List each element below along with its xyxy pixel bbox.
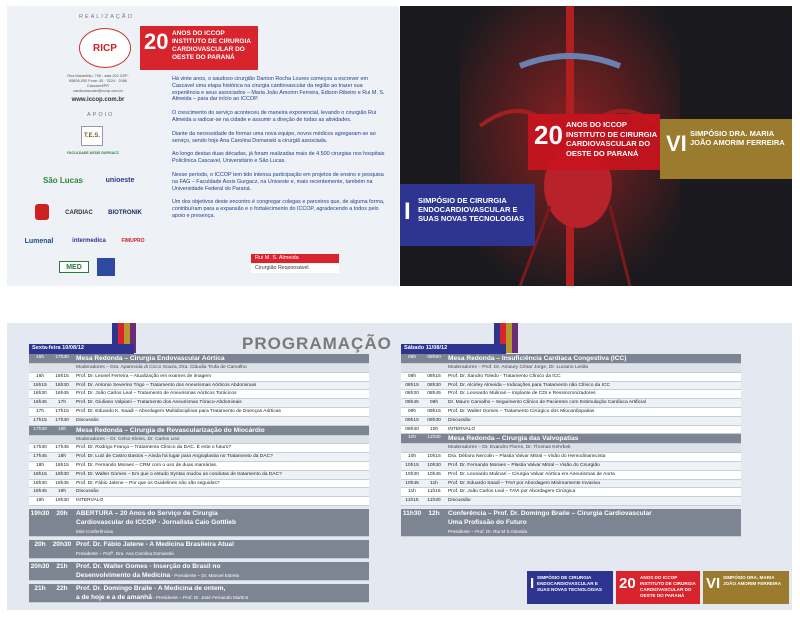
end-time: 22h bbox=[56, 584, 68, 592]
schedule-row bbox=[29, 453, 369, 462]
schedule-row bbox=[401, 399, 741, 408]
end-time: 10h bbox=[429, 426, 439, 432]
schedule-row bbox=[401, 453, 741, 462]
conference-line2: Uma Profissão do Futuro bbox=[448, 518, 527, 526]
moderators-row bbox=[29, 436, 369, 445]
session-text: Mesa Redonda – Insuficiência Cardíaca Congestiva (ICC) bbox=[448, 355, 627, 362]
start-time: 11h30 bbox=[402, 509, 422, 517]
end-time: 16h45 bbox=[55, 391, 69, 397]
session-text: INTERVALO bbox=[448, 426, 476, 432]
footer-n1: I bbox=[530, 575, 535, 592]
red-emblem-icon bbox=[35, 204, 49, 220]
sao-lucas-logo: São Lucas bbox=[42, 175, 83, 185]
end-time: 09h15 bbox=[427, 408, 441, 414]
end-time bbox=[51, 364, 73, 372]
footer-simposio-i bbox=[527, 571, 613, 604]
schedule-row bbox=[401, 408, 741, 417]
start-time: 16h bbox=[35, 355, 45, 360]
schedule-row bbox=[29, 408, 369, 417]
start-time: 10h30 bbox=[405, 471, 419, 477]
intro-page bbox=[7, 6, 399, 286]
end-time: 11h30 bbox=[427, 435, 441, 441]
start-time: 10h45 bbox=[405, 480, 419, 486]
schedule-row bbox=[29, 382, 369, 391]
intro-paragraph: Ao longo destas duas décadas, já foram realizadas mais de 4.500 cirurgias nos hospitais Policlínica Cascavel, Universitário e São Lucas. bbox=[172, 151, 385, 165]
start-time: 16h30 bbox=[33, 391, 47, 397]
conference-row bbox=[29, 540, 369, 559]
schedule-row bbox=[29, 444, 369, 453]
end-time: 18h15 bbox=[55, 462, 69, 468]
end-time: 12h bbox=[428, 509, 440, 517]
end-time: 21h bbox=[56, 562, 68, 570]
conference-president: Presidente – Profª. Dra. Ana Carolina Domanski bbox=[76, 550, 174, 556]
end-time: 20h30 bbox=[52, 540, 72, 548]
intro-paragraph: Diante da necessidade de formar uma nova equipe, novos médicos agregaram-se ao serviço, sendo hoje Ana Carolina Domanski a cirurgiã associada. bbox=[172, 130, 376, 144]
start-time bbox=[401, 444, 423, 452]
schedule-row bbox=[401, 373, 741, 382]
day1-schedule bbox=[29, 354, 369, 603]
session-text: Discussão bbox=[448, 498, 471, 504]
session-text: Mesa Redonda – Cirurgia de Revascularização do Miocárdio bbox=[76, 426, 265, 434]
schedule-row bbox=[29, 373, 369, 382]
end-time: 18h30 bbox=[55, 471, 69, 477]
signature-role: Cirurgião Responsável bbox=[251, 264, 339, 273]
schedule-row bbox=[29, 497, 369, 506]
start-time: 10h bbox=[407, 454, 417, 460]
conference-row bbox=[29, 562, 369, 581]
day2-header: Sábado 11/08/12 bbox=[401, 344, 506, 354]
end-time: 08h45 bbox=[427, 391, 441, 397]
session-text: Prof. Dr. Alcirley Almeida – Indicações para Tratamento não Clínico da ICC bbox=[448, 382, 611, 388]
conference-text bbox=[445, 509, 741, 536]
schedule-row bbox=[401, 462, 741, 471]
conference-president: - Presidente – Prof. Dr. José Fernando Martins bbox=[151, 594, 249, 600]
end-time: 19h30 bbox=[55, 498, 69, 504]
session-text: Prof. Dr. João Carlos Leal – TAVI por Abordagem Cirúrgica bbox=[448, 489, 576, 495]
apoio-label: APOIO bbox=[87, 112, 115, 118]
footer-simp6-text: SIMPÓSIO DRA. MARIA JOÃO AMORIM FERREIRA bbox=[723, 575, 782, 586]
session-header-row bbox=[401, 354, 741, 364]
session-text: Discussão bbox=[448, 417, 471, 423]
end-time: 11h30 bbox=[427, 498, 441, 504]
session-text: Prof. Dr. Fernando Moraes – Plastia Valvar Mitral – Visão do Cirurgião bbox=[448, 462, 600, 468]
unioeste-logo: unioeste bbox=[105, 176, 135, 184]
med-logo: MED bbox=[59, 261, 89, 273]
session-header-row bbox=[29, 354, 369, 364]
start-time: 16h15 bbox=[33, 382, 47, 388]
start-time bbox=[29, 364, 51, 372]
schedule-row bbox=[401, 390, 741, 399]
end-time: 17h15 bbox=[55, 408, 69, 414]
heart-logo: FIMUPRO bbox=[121, 238, 145, 244]
session-text: Moderadores – Prof. Dr. Amaury César Jorge, Dr. Luciano Leitão bbox=[448, 365, 589, 370]
end-time: 18h45 bbox=[55, 480, 69, 486]
session-text: Prof. Dr. Rodrigo França – Tratamento Clínico da DAC. É este o futuro? bbox=[76, 445, 232, 451]
end-time: 09h30 bbox=[427, 417, 441, 423]
day2-schedule bbox=[401, 354, 741, 537]
schedule-row bbox=[401, 488, 741, 497]
simposio-vi-text: SIMPÓSIO DRA. MARIA JOÃO AMORIM FERREIRA bbox=[690, 129, 785, 147]
footer-n20: 20 bbox=[619, 575, 636, 592]
start-time: 18h30 bbox=[33, 480, 47, 486]
end-time: 09h50 bbox=[427, 355, 441, 360]
ricp-logo: RICP bbox=[79, 28, 131, 68]
conference-line1: Prof. Dr. Fábio Jatene - A Medicina Brasileira Atual bbox=[76, 540, 234, 548]
square-logo-icon bbox=[97, 258, 115, 276]
programme-page bbox=[7, 323, 792, 610]
schedule-row bbox=[401, 471, 741, 480]
simposio-i-text: SIMPÓSIO DE CIRURGIA ENDOCARDIOVASCULAR E SUAS NOVAS TECNOLOGIAS bbox=[418, 196, 525, 223]
start-time: 17h bbox=[35, 408, 45, 414]
session-text: Prof. Dr. Leonardo Mulinari – Cirurgia Valvar Aórtica em Aneurismas de Aorta bbox=[448, 471, 615, 477]
end-time bbox=[423, 444, 445, 452]
schedule-row bbox=[401, 426, 741, 435]
session-text: Prof. Dr. Fábio Jatene – Por que os Guidelines não são seguidos? bbox=[76, 480, 220, 486]
start-time: 19h bbox=[35, 498, 45, 504]
schedule-row bbox=[29, 488, 369, 497]
schedule-row bbox=[401, 480, 741, 489]
end-time: 10h15 bbox=[427, 454, 441, 460]
end-time: 17h45 bbox=[55, 445, 69, 451]
schedule-row bbox=[29, 399, 369, 408]
end-time: 10h30 bbox=[427, 462, 441, 468]
fag-logo: FACULDADE ASSIS GURGACZ bbox=[67, 151, 119, 155]
conference-line2: Desenvolvimento da Medicina bbox=[76, 571, 171, 579]
start-time: 18h bbox=[35, 462, 45, 468]
session-text: Prof. Dr. João Carlos Leal – Tratamento de Aneurismas Aórticos Torácicos bbox=[76, 391, 237, 397]
conference-line2: Cardiovascular do ICCOP - Jornalista Caio Gottlieb bbox=[76, 518, 236, 526]
start-time: 17h30 bbox=[33, 445, 47, 451]
start-time: 08h45 bbox=[405, 400, 419, 406]
intro-text bbox=[172, 76, 390, 227]
conference-president: - Presidente – Dr. Manoel Estrela bbox=[170, 572, 240, 578]
schedule-row bbox=[29, 417, 369, 426]
schedule-row bbox=[29, 390, 369, 399]
start-time: 11h15 bbox=[405, 498, 419, 504]
signature-name: Rui M. S. Almeida bbox=[251, 254, 339, 263]
conference-text bbox=[73, 540, 369, 558]
intro-20-anos-badge bbox=[140, 26, 258, 70]
start-time: 20h bbox=[34, 540, 46, 548]
conference-row bbox=[29, 509, 369, 537]
badge-number: 20 bbox=[144, 29, 169, 54]
day1-header: Sexta-feira 10/08/12 bbox=[29, 344, 134, 354]
schedule-row bbox=[29, 462, 369, 471]
conference-text bbox=[73, 584, 369, 602]
conference-line1: Prof. Dr. Domingo Braile - A Medicina de ontem, bbox=[76, 584, 226, 592]
session-header-row bbox=[401, 434, 741, 444]
start-time: 17h45 bbox=[33, 454, 47, 460]
intro-paragraph: Há vinte anos, o saudoso cirurgião Danton Rocha Loures começou a escrever em Cascavel uma etapa histórica na cirurgia cardiovascular da região ao trazer sua experiência e seus associados – Maria João Amorim Ferreira, Edison Ribeiro e Rui M. S. Almeida – para dar início ao ICCOP. bbox=[172, 76, 385, 103]
schedule-row bbox=[401, 382, 741, 391]
conference-president: Presidente – Prof. Dr. Rui M S Almeida bbox=[448, 528, 528, 534]
end-time: 09h bbox=[429, 400, 439, 406]
badge-title: ANOS DO ICCOP INSTITUTO DE CIRURGIA CARDIOVASCULAR DO OESTE DO PARANÁ bbox=[172, 30, 251, 61]
session-text: Moderadores – Dra. Aparecida di Cicco Souza, Dra. Cláudia Trufa de Carvalho bbox=[76, 365, 247, 370]
session-text: Prof. Dr. Leonardo Mulinari – Implante de CDI e Ressincronizadores bbox=[448, 391, 596, 397]
conference-line1: ABERTURA – 20 Anos do Serviço de Cirurgia bbox=[76, 509, 218, 517]
cover-badge-number: 20 bbox=[534, 120, 563, 150]
end-time: 17h30 bbox=[55, 417, 69, 423]
footer-logos bbox=[527, 571, 789, 604]
simposio-vi-badge bbox=[660, 119, 792, 179]
start-time: 09h30 bbox=[405, 426, 419, 432]
schedule-row bbox=[29, 480, 369, 489]
start-time: 18h45 bbox=[33, 489, 47, 495]
cover-page bbox=[400, 6, 792, 286]
lumenal-logo: Lumenal bbox=[24, 237, 54, 245]
intro-paragraph: Nesse período, o ICCOP tem tido intensa participação em projetos de ensino e pesquisa na FAG – Faculdade Assis Gurgacz, na Unioeste e, mais recentemente, também na Universidade Federal do Paraná. bbox=[172, 171, 384, 192]
session-text: Prof. Dr. Giuliano Volpiani – Tratamento dos Aneurismas Tóraco-Abdominais bbox=[76, 400, 242, 406]
start-time: 18h15 bbox=[33, 471, 47, 477]
session-text: Moderadores – Dr. Evandro Flores, Dr. Thomas Kehrbek bbox=[448, 445, 571, 451]
session-text: Prof. Dr. Fernando Moraes – CRM com o uso de duas mamárias. bbox=[76, 462, 218, 468]
end-time: 19h bbox=[57, 426, 67, 432]
session-text: INTERVALO bbox=[76, 498, 104, 504]
session-text: Prof. Dr. Walter Gomes – Em que o estudo Syntax mudou as condutas de tratamento da DAC? bbox=[76, 471, 282, 477]
conference-line2: a de hoje e a de amanhã bbox=[76, 593, 152, 601]
schedule-row bbox=[29, 471, 369, 480]
conference-text bbox=[73, 562, 369, 580]
conference-text bbox=[73, 509, 369, 536]
website-url[interactable]: www.iccop.com.br bbox=[71, 97, 125, 103]
session-text: Moderadores – Dr. Celso Kleiss, Dr. Carlos Lise bbox=[76, 436, 180, 442]
start-time: 16h bbox=[35, 373, 45, 379]
session-text: Mesa Redonda – Cirurgia das Valvopatias bbox=[448, 435, 579, 443]
footer-simp1-text: SIMPÓSIO DE CIRURGIA ENDOCARDIOVASCULAR E SUAS NOVAS TECNOLOGIAS bbox=[537, 575, 602, 592]
start-time: 10h15 bbox=[405, 462, 419, 468]
conference-row bbox=[401, 509, 741, 537]
intro-paragraph: O crescimento do serviço aconteceu de maneira exponencial, levando o cirurgião Rui Almeida a radicar-se na cidade e assumir a direção de todas as atividades. bbox=[172, 110, 377, 123]
cover-badge-text: ANOS DO ICCOP INSTITUTO DE CIRURGIA CARDIOVASCULAR DO OESTE DO PARANÁ bbox=[566, 120, 657, 158]
footer-simposio-vi bbox=[703, 571, 789, 604]
start-time: 16h45 bbox=[33, 400, 47, 406]
biotronik-logo: BIOTRONIK bbox=[108, 210, 142, 216]
end-time: 11h15 bbox=[427, 489, 441, 495]
moderators-row bbox=[29, 364, 369, 373]
start-time: 08h30 bbox=[405, 391, 419, 397]
conference-row bbox=[29, 584, 369, 603]
end-time bbox=[51, 436, 73, 444]
session-text: Dr. Mauro Carvalho – Seguimento Clínico de Pacientes com Estimulação Cardíaca Artificial bbox=[448, 400, 646, 406]
end-time: 16h15 bbox=[55, 373, 69, 379]
session-header-row bbox=[29, 426, 369, 436]
tes-logo: T.E.S. bbox=[81, 126, 103, 146]
end-time: 17h30 bbox=[55, 355, 69, 360]
session-text: Mesa Redonda – Cirurgia Endovascular Aórtica bbox=[76, 355, 225, 362]
end-time: 08h30 bbox=[427, 382, 441, 388]
start-time: 08h bbox=[407, 373, 417, 379]
end-time: 11h bbox=[430, 480, 438, 486]
footer-n6: VI bbox=[706, 575, 721, 592]
start-time: 20h30 bbox=[30, 562, 50, 570]
session-text: Prof. Dr. Leonel Ferreira – Atualização em exames de imagem bbox=[76, 373, 212, 379]
end-time: 16h30 bbox=[55, 382, 69, 388]
session-text: Prof. Dr. Eduardo Saadi – TAVI por Abordagem Minimamente Invasiva bbox=[448, 480, 600, 486]
conference-line1: Conferência – Prof. Dr. Domingo Braile – Cirurgia Cardiovascular bbox=[448, 509, 652, 517]
session-text: Prof. Dr. Antonio Severino Trigo – Tratamento dos Aneurismas Aórticos Abdominais bbox=[76, 382, 257, 388]
session-text: Prof. Dr. Eduardo K. Saadi – Abordagem Multidisciplinar para Tratamento de Doenças Aórticas bbox=[76, 408, 281, 414]
moderators-row bbox=[401, 364, 741, 373]
session-text: Dra. Débora Nercolin – Plastia Valvar Mitral – Visão do Hemodinamicista bbox=[448, 454, 606, 460]
end-time: 10h45 bbox=[427, 471, 441, 477]
start-time: 10h bbox=[407, 435, 417, 441]
simposio-i-badge bbox=[400, 184, 535, 246]
session-text: Discussão bbox=[76, 489, 99, 495]
start-time: 08h bbox=[407, 355, 417, 360]
end-time: 08h15 bbox=[427, 373, 441, 379]
start-time: 17h30 bbox=[33, 426, 47, 432]
session-text: Discussão bbox=[76, 417, 99, 423]
start-time: 11h bbox=[408, 489, 416, 495]
start-time: 21h bbox=[34, 584, 46, 592]
address-text: Rua Maranhão, 796 - sala 202 CEP: 85806-050 Fone: 45 · 3224 · 2086 Cascavel/PR cardiovascular@iccop.com.br bbox=[67, 74, 129, 93]
start-time: 09h bbox=[407, 408, 417, 414]
footer-iccop-text: ANOS DO ICCOP INSTITUTO DE CIRURGIA CARDIOVASCULAR DO OESTE DO PARANÁ bbox=[640, 575, 696, 598]
end-time: 20h bbox=[56, 509, 68, 517]
end-time: 18h bbox=[57, 454, 67, 460]
conference-president: Mini-Conferências bbox=[76, 528, 114, 534]
cover-20-anos-badge bbox=[528, 114, 660, 170]
conference-line1: Prof. Dr. Walter Gomes - Inserção do Brasil no bbox=[76, 562, 221, 570]
cardiac-logo: CARDIAC bbox=[65, 210, 93, 216]
start-time: 08h15 bbox=[405, 382, 419, 388]
start-time: 19h30 bbox=[30, 509, 50, 517]
end-time: 17h bbox=[57, 400, 67, 406]
start-time: 09h15 bbox=[405, 417, 419, 423]
start-time bbox=[29, 436, 51, 444]
programme-title: PROGRAMAÇÃO bbox=[242, 334, 392, 353]
session-text: Prof. Dr. Luiz de Castro Bastos – Ainda há lugar para Angioplastia no Tratamento da DAC? bbox=[76, 454, 273, 460]
session-text: Prof. Dr. Sandro Toledo - Tratamento Clínico da ICC bbox=[448, 373, 561, 379]
intermedica-logo: intermedica bbox=[72, 238, 106, 244]
end-time: 19h bbox=[57, 489, 67, 495]
sponsors-column bbox=[7, 6, 145, 286]
simposio-i-number: I bbox=[404, 198, 411, 225]
intro-paragraph: Um dos objetivos deste encontro é congregar colegas e parceiros que, de alguma forma, contribuíram para a expansão e o fortalecimento do ICCOP, agradecendo a todos pelo apoio e presença. bbox=[172, 199, 385, 219]
moderators-row bbox=[401, 444, 741, 453]
footer-iccop bbox=[616, 571, 700, 604]
session-text: Prof. Dr. Walter Gomes – Tratamento Cirúrgico dos Miocardiopatias bbox=[448, 408, 595, 414]
start-time bbox=[401, 364, 423, 372]
realizacao-label: REALIZAÇÃO bbox=[79, 14, 134, 20]
schedule-row bbox=[401, 497, 741, 506]
start-time: 17h15 bbox=[33, 417, 47, 423]
schedule-row bbox=[401, 417, 741, 426]
end-time bbox=[423, 364, 445, 372]
simposio-vi-number: VI bbox=[666, 131, 687, 156]
